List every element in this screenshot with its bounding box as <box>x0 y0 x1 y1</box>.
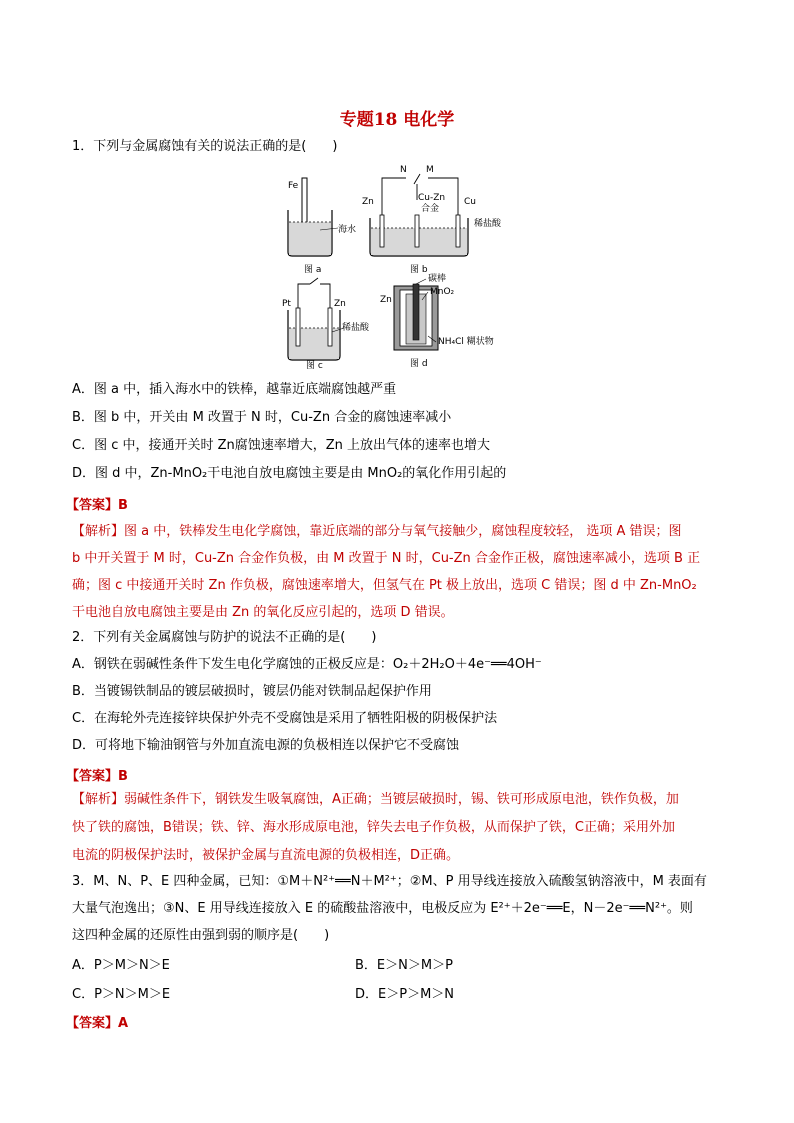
figure-b-alloy-label: Cu-Zn <box>418 193 446 203</box>
figure-b-acid-label: 稀盐酸 <box>474 219 502 229</box>
question-2-analysis <box>72 786 727 870</box>
question-1-analysis <box>72 518 727 626</box>
question-3-option-a: A．P＞M＞N＞E <box>72 958 170 973</box>
question-2-option-c: C．在海轮外壳连接锌块保护外壳不受腐蚀是采用了牺牲阳极的阴极保护法 <box>72 711 498 726</box>
figure-d-caption: 图 d <box>410 359 428 369</box>
figure-d-zn-label: Zn <box>380 295 392 305</box>
question-1-option-d: D．图 d 中，Zn-MnO₂干电池自放电腐蚀主要是由 MnO₂的氧化作用引起的 <box>72 466 507 481</box>
question-3-answer: 【答案】A <box>66 1016 129 1031</box>
question-1-option-a: A．图 a 中，插入海水中的铁棒，越靠近底端腐蚀越严重 <box>72 382 397 397</box>
page-title: 专题18 电化学 <box>339 110 455 130</box>
analysis-line: 【解析】图 a 中，铁棒发生电化学腐蚀，靠近底端的部分与氧气接触少，腐蚀程度较轻， 选项 A 错误；图 <box>72 524 682 539</box>
analysis-line: 快了铁的腐蚀，B错误；铁、锌、海水形成原电池，锌失去电子作负极，从而保护了铁，C正确；采用外加 <box>72 820 675 835</box>
figure-b-n-label: N <box>400 165 407 175</box>
question-1-figure <box>278 160 518 370</box>
figure-b <box>362 165 502 275</box>
question-1-stem: 1．下列与金属腐蚀有关的说法正确的是( ) <box>72 139 338 154</box>
question-3-option-d: D．E＞P＞M＞N <box>355 987 455 1002</box>
question-1-option-c: C．图 c 中，接通开关时 Zn腐蚀速率增大，Zn 上放出气体的速率也增大 <box>72 438 491 453</box>
question-1-answer: 【答案】B <box>66 498 128 513</box>
question-3-stem-line-1: 3．M、N、P、E 四种金属，已知：①M＋N²⁺══N＋M²⁺；②M、P 用导线连接放入硫酸氢钠溶液中，M 表面有 <box>72 874 707 889</box>
figure-c-pt-label: Pt <box>282 299 291 309</box>
electrochemistry-diagram <box>278 160 518 370</box>
figure-c-acid-label: 稀盐酸 <box>342 323 370 333</box>
analysis-line: 确；图 c 中接通开关时 Zn 作负极，腐蚀速率增大，但氢气在 Pt 极上放出，选项 C 错误；图 d 中 Zn-MnO₂ <box>72 578 697 593</box>
question-3-option-b: B．E＞N＞M＞P <box>355 958 453 973</box>
figure-d-rod-label: 碳棒 <box>428 274 447 284</box>
question-3-option-c: C．P＞N＞M＞E <box>72 987 171 1002</box>
figure-c <box>282 278 370 370</box>
figure-a-seawater-label: 海水 <box>338 225 357 235</box>
figure-b-alloy-label-2: 合金 <box>421 204 440 214</box>
question-1-option-b: B．图 b 中，开关由 M 改置于 N 时，Cu-Zn 合金的腐蚀速率减小 <box>72 410 452 425</box>
figure-a-fe-label: Fe <box>288 181 299 191</box>
figure-b-zn-label: Zn <box>362 197 374 207</box>
question-2-option-b: B．当镀锡铁制品的镀层破损时，镀层仍能对铁制品起保护作用 <box>72 684 432 699</box>
question-2-answer: 【答案】B <box>66 769 128 784</box>
figure-d-paste-label: NH₄Cl 糊状物 <box>438 337 494 347</box>
question-2-option-a: A．钢铁在弱碱性条件下发生电化学腐蚀的正极反应是：O₂＋2H₂O＋4e⁻══4OH⁻ <box>72 657 542 672</box>
question-3-stem-line-2: 大量气泡逸出；③N、E 用导线连接放入 E 的硫酸盐溶液中，电极反应为 E²⁺＋2e⁻══E，N－2e⁻══N²⁺。则 <box>72 901 693 916</box>
figure-b-caption: 图 b <box>410 265 428 275</box>
question-2-option-d: D．可将地下输油钢管与外加直流电源的负极相连以保护它不受腐蚀 <box>72 738 460 753</box>
figure-c-caption: 图 c <box>306 361 323 370</box>
figure-b-cu-label: Cu <box>464 197 476 207</box>
figure-c-zn-label: Zn <box>334 299 346 309</box>
figure-a-caption: 图 a <box>304 265 322 275</box>
question-2-stem: 2．下列有关金属腐蚀与防护的说法不正确的是( ) <box>72 630 377 645</box>
analysis-line: 电流的阴极保护法时，被保护金属与直流电源的负极相连，D正确。 <box>72 848 460 863</box>
question-3-stem-line-3: 这四种金属的还原性由强到弱的顺序是( ) <box>72 928 330 943</box>
figure-d-mno2-label: MnO₂ <box>430 287 455 297</box>
figure-b-m-label: M <box>426 165 434 175</box>
figure-d <box>380 272 494 369</box>
analysis-line: b 中开关置于 M 时，Cu-Zn 合金作负极，由 M 改置于 N 时，Cu-Zn 合金作正极，腐蚀速率减小，选项 B 正 <box>72 551 701 566</box>
analysis-line: 干电池自放电腐蚀主要是由 Zn 的氧化反应引起的，选项 D 错误。 <box>72 605 454 620</box>
analysis-line: 【解析】弱碱性条件下，钢铁发生吸氧腐蚀，A正确；当镀层破损时，锡、铁可形成原电池，铁作负极，加 <box>72 792 679 807</box>
figure-a <box>288 178 356 275</box>
